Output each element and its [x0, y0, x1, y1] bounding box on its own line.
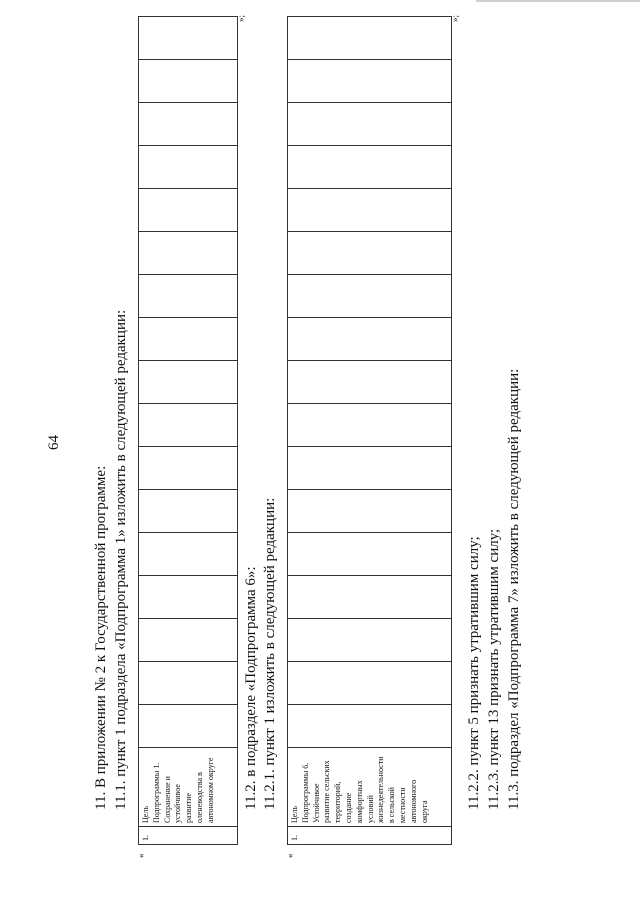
table-cell	[139, 103, 238, 146]
table2-description-line: условий	[365, 795, 375, 823]
table-cell	[288, 662, 452, 705]
page-number: 64	[46, 435, 62, 450]
table-cell	[139, 361, 238, 404]
table-cell	[288, 576, 452, 619]
table-cell	[139, 189, 238, 232]
table2-description-line: территорий,	[333, 781, 343, 823]
table-cell	[288, 189, 452, 232]
table-cell	[288, 60, 452, 103]
table1-description-line: устойчивое	[173, 784, 183, 823]
item-11-1: 11.1. пункт 1 подраздела «Подпрограмма 1» изложить в следующей редакции:	[113, 309, 129, 810]
table-cell	[139, 705, 238, 748]
table2-description-line: Цель	[290, 806, 299, 823]
table-cell	[288, 447, 452, 490]
table2-description-line: автономного	[408, 779, 418, 823]
quote-close-mark: »;	[450, 14, 460, 22]
item-11-2-3: 11.2.3. пункт 13 признать утратившим силу;	[486, 528, 502, 810]
table-cell	[139, 662, 238, 705]
quote-open-mark: «	[285, 853, 295, 858]
table-cell	[288, 533, 452, 576]
table2-description-line: округа	[419, 800, 429, 823]
table-cell	[288, 490, 452, 533]
table-cell	[139, 275, 238, 318]
table-cell	[288, 619, 452, 662]
table2-description-line: комфортных	[354, 780, 364, 823]
table2-description-line: Подпрограммы 6.	[300, 762, 310, 823]
table-cell	[288, 404, 452, 447]
table-cell	[288, 705, 452, 748]
table2-description-line: Устойчивое	[311, 783, 321, 823]
table-cell	[139, 60, 238, 103]
table-cell	[288, 232, 452, 275]
table-cell	[139, 619, 238, 662]
item-11-2-1: 11.2.1. пункт 1 изложить в следующей редакции:	[262, 497, 278, 810]
table-cell	[139, 447, 238, 490]
table2-description-line: в сельской	[387, 787, 397, 823]
table1-description-line: автономном округе	[205, 757, 215, 823]
table1-description-line: Подпрограммы 1.	[151, 762, 161, 823]
table-cell	[288, 146, 452, 189]
table-cell	[139, 318, 238, 361]
table-cell	[288, 361, 452, 404]
table1-description-line: Цель	[141, 806, 150, 823]
table2-description-line: жизнедеятельности	[376, 756, 386, 823]
quote-open-mark: «	[136, 853, 146, 858]
table-cell	[288, 275, 452, 318]
table-cell	[288, 17, 452, 60]
heading-item-11: 11. В приложении № 2 к Государственной программе:	[93, 465, 109, 810]
quote-close-mark: »;	[236, 14, 246, 22]
table1-description-line: развитие	[184, 792, 194, 823]
table2-row-number: 1.	[288, 827, 452, 845]
table2-description-line: местности	[397, 787, 407, 823]
table2-description	[288, 748, 452, 827]
table-cell	[288, 318, 452, 361]
table2-description-line: развитие сельских	[322, 760, 332, 823]
table-subprogram-6	[287, 16, 452, 845]
table1-description	[139, 748, 238, 827]
item-11-2-2: 11.2.2. пункт 5 признать утратившим силу;	[466, 536, 482, 810]
table-cell	[139, 146, 238, 189]
scan-edge-line	[476, 0, 640, 2]
table1-description-line: оленеводства в	[194, 772, 204, 823]
table-cell	[288, 103, 452, 146]
item-11-3: 11.3. подраздел «Подпрограмма 7» изложить в следующей редакции:	[506, 368, 522, 810]
table1-description-line: Сохранение и	[162, 776, 172, 823]
table2-description-line: создание	[343, 792, 353, 823]
table-cell	[139, 17, 238, 60]
item-11-2: 11.2. в подразделе «Подпрограмма 6»:	[243, 566, 259, 810]
table-cell	[139, 232, 238, 275]
table-cell	[139, 533, 238, 576]
table-cell	[139, 490, 238, 533]
table1-row-number: 1.	[139, 827, 238, 845]
table-cell	[139, 404, 238, 447]
table-cell	[139, 576, 238, 619]
table-subprogram-1	[138, 16, 238, 845]
